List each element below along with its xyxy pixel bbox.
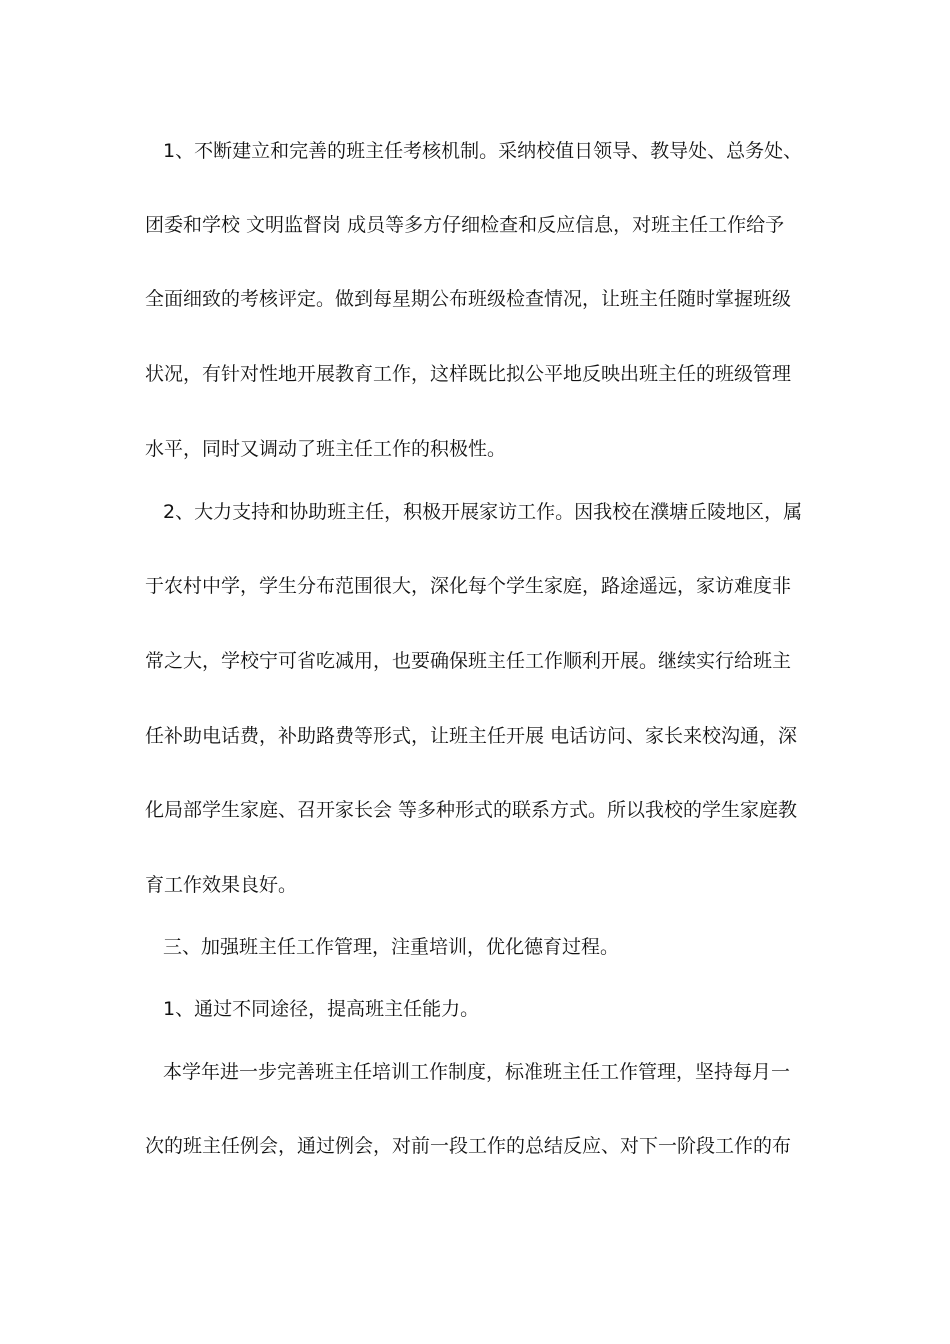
paragraph-2-line-4: 任补助电话费，补助路费等形式，让班主任开展 电话访问、家长来校沟通，深	[145, 725, 798, 747]
paragraph-3-line-2: 次的班主任例会，通过例会，对前一段工作的总结反应、对下一阶段工作的布	[145, 1135, 792, 1157]
paragraph-2-line-6: 育工作效果良好。	[145, 874, 298, 896]
subsection-heading: 1、通过不同途径，提高班主任能力。	[163, 998, 480, 1020]
paragraph-2-line-5: 化局部学生家庭、召开家长会 等多种形式的联系方式。所以我校的学生家庭教	[145, 799, 798, 821]
paragraph-1-line-4: 状况，有针对性地开展教育工作，这样既比拟公平地反映出班主任的班级管理	[145, 363, 792, 385]
paragraph-1-line-3: 全面细致的考核评定。做到每星期公布班级检查情况，让班主任随时掌握班级	[145, 288, 792, 310]
section-heading: 三、加强班主任工作管理，注重培训，优化德育过程。	[163, 936, 620, 958]
paragraph-2-line-3: 常之大，学校宁可省吃减用，也要确保班主任工作顺利开展。继续实行给班主	[145, 650, 792, 672]
paragraph-1-line-2: 团委和学校 文明监督岗 成员等多方仔细检查和反应信息，对班主任工作给予	[145, 214, 785, 236]
paragraph-1-line-1: 1、不断建立和完善的班主任考核机制。采纳校值日领导、教导处、总务处、	[163, 140, 803, 162]
paragraph-3-line-1: 本学年进一步完善班主任培训工作制度，标准班主任工作管理，坚持每月一	[163, 1061, 791, 1083]
paragraph-2-line-1: 2、大力支持和协助班主任，积极开展家访工作。因我校在濮塘丘陵地区，属	[163, 501, 803, 523]
paragraph-2-line-2: 于农村中学，学生分布范围很大，深化每个学生家庭，路途遥远，家访难度非	[145, 575, 792, 597]
paragraph-1-line-5: 水平，同时又调动了班主任工作的积极性。	[145, 438, 507, 460]
